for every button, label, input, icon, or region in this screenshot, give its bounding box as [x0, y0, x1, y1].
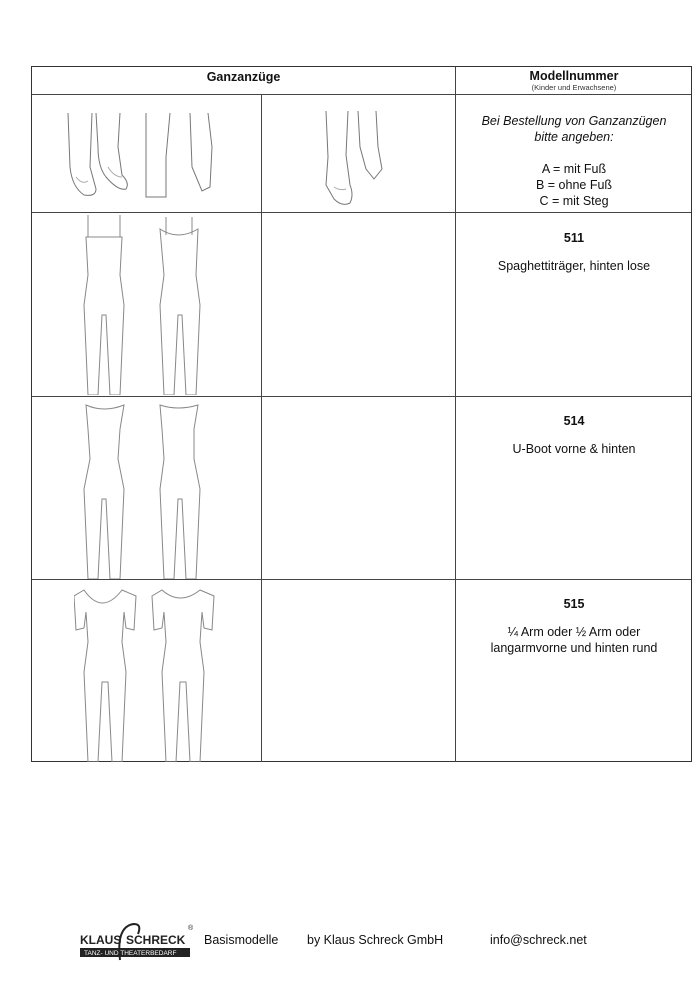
svg-text:®: ®	[188, 925, 194, 932]
model-515-number: 515	[563, 597, 585, 611]
column-divider	[261, 94, 262, 762]
row-divider	[32, 94, 691, 95]
model-511-description: Spaghettiträger, hinten lose	[497, 259, 651, 273]
order-info-line1: Bei Bestellung von Ganzanzügen	[481, 114, 667, 128]
model-table	[31, 66, 692, 762]
svg-text:TANZ- UND THEATERBEDARF: TANZ- UND THEATERBEDARF	[84, 950, 177, 957]
model-514-number: 514	[563, 414, 585, 428]
model-511-number: 511	[563, 231, 585, 245]
row-divider	[32, 579, 691, 580]
row-divider	[32, 396, 691, 397]
model-515-description-line1: ¼ Arm oder ½ Arm oder	[507, 625, 641, 639]
footer-email[interactable]: info@schreck.net	[490, 933, 587, 947]
model-514-illustration	[80, 399, 220, 579]
order-info-line2: bitte angeben:	[534, 130, 614, 144]
header-ganzanzuege: Ganzanzüge	[206, 70, 281, 84]
leg-variants-illustration	[62, 107, 232, 207]
stirrup-leg-illustration	[320, 107, 390, 207]
header-modellnummer	[455, 69, 693, 92]
klaus-schreck-logo	[76, 920, 196, 968]
order-option-a: A = mit Fuß	[541, 162, 607, 176]
footer-label: Basismodelle	[204, 933, 279, 947]
model-515-info	[455, 596, 693, 656]
model-515-illustration	[74, 582, 224, 762]
svg-text:SCHRECK: SCHRECK	[126, 933, 186, 947]
header-modellnummer-subtitle: (Kinder und Erwachsene)	[531, 83, 617, 92]
model-514-info	[455, 413, 693, 457]
order-info	[455, 113, 693, 209]
row-divider	[32, 212, 691, 213]
model-514-description: U-Boot vorne & hinten	[512, 442, 636, 456]
order-option-c: C = mit Steg	[539, 194, 609, 208]
footer-by: by Klaus Schreck GmbH	[307, 933, 444, 947]
model-515-description-line2: langarmvorne und hinten rund	[490, 641, 658, 655]
model-511-info	[455, 230, 693, 274]
header-modellnummer-title: Modellnummer	[529, 69, 619, 83]
model-511-illustration	[80, 215, 220, 395]
order-option-b: B = ohne Fuß	[535, 178, 613, 192]
svg-text:KLAUS: KLAUS	[80, 933, 122, 947]
footer	[76, 920, 636, 968]
